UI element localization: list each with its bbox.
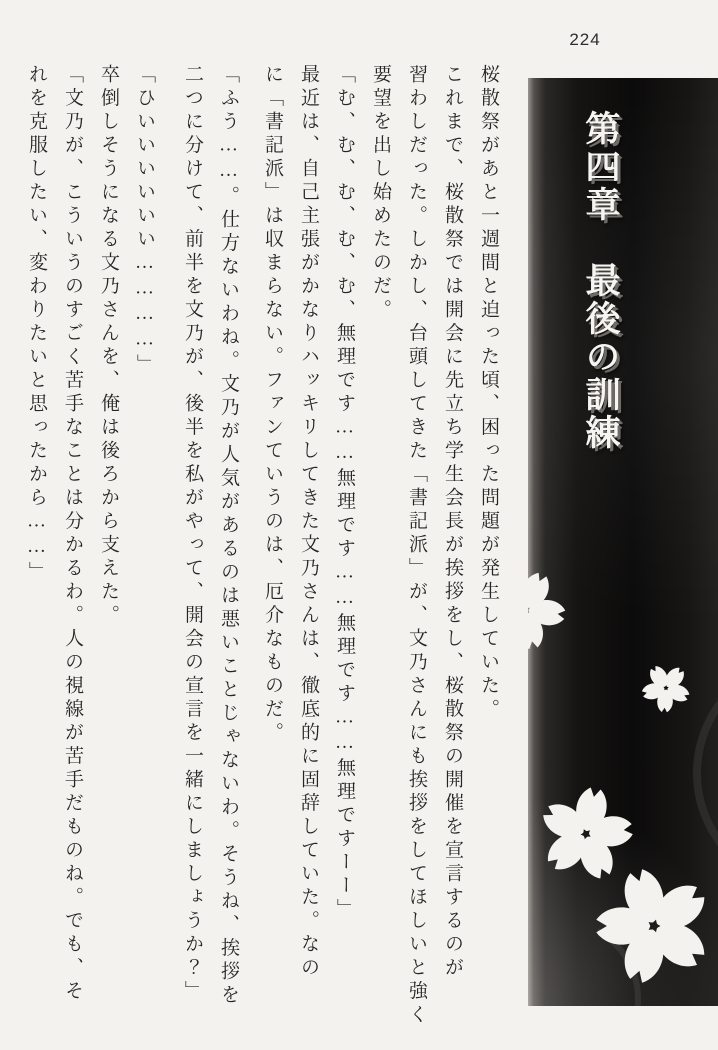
chapter-title: 第四章 最後の訓練 (581, 110, 620, 452)
sakura-blossom-icon (640, 662, 692, 714)
text-line: 要望を出し始めたのだ。 (370, 64, 391, 323)
text-line: 「ふう……。仕方ないわね。文乃が人気があるのは悪いことじゃないわ。そうね、挨拶を (218, 64, 239, 1008)
text-line: 「文乃が、こういうのすごく苦手なことは分かるわ。人の視線が苦手だものね。でも、そ (62, 64, 83, 1004)
text-line: 二つに分けて、前半を文乃が、後半を私がやって、開会の宣言を一緒にしましょうか？」 (182, 64, 203, 1004)
text-line: に「書記派」は収まらない。ファンていうのは、厄介なものだ。 (262, 64, 283, 746)
chapter-banner (528, 78, 718, 1006)
text-line: 卒倒しそうになる文乃さんを、俺は後ろから支えた。 (98, 64, 119, 628)
text-line: 習わしだった。しかし、台頭してきた「書記派」が、文乃さんにも挨拶をしてほしいと強く (406, 64, 427, 1028)
text-line: 桜散祭があと一週間と迫った頃、困った問題が発生していた。 (478, 64, 499, 722)
text-line: 最近は、自己主張がかなりハッキリしてきた文乃さんは、徹底的に固辞していた。なの (298, 64, 319, 981)
sakura-blossom-icon (528, 568, 568, 652)
text-line: 「む、む、む、む、む、無理です……無理です……無理です……無理ですーー」 (334, 64, 355, 922)
main-text (14, 64, 506, 1042)
text-line: これまで、桜散祭では開会に先立ち学生会長が挨拶をし、桜散祭の開催を宣言するのが (442, 64, 463, 981)
sakura-blossom-icon (592, 864, 716, 988)
page-number: 224 (569, 30, 601, 49)
text-line: れを克服したい、変わりたいと思ったから……」 (26, 64, 47, 585)
text-line: 「ひいいいいいい…………」 (134, 64, 155, 378)
